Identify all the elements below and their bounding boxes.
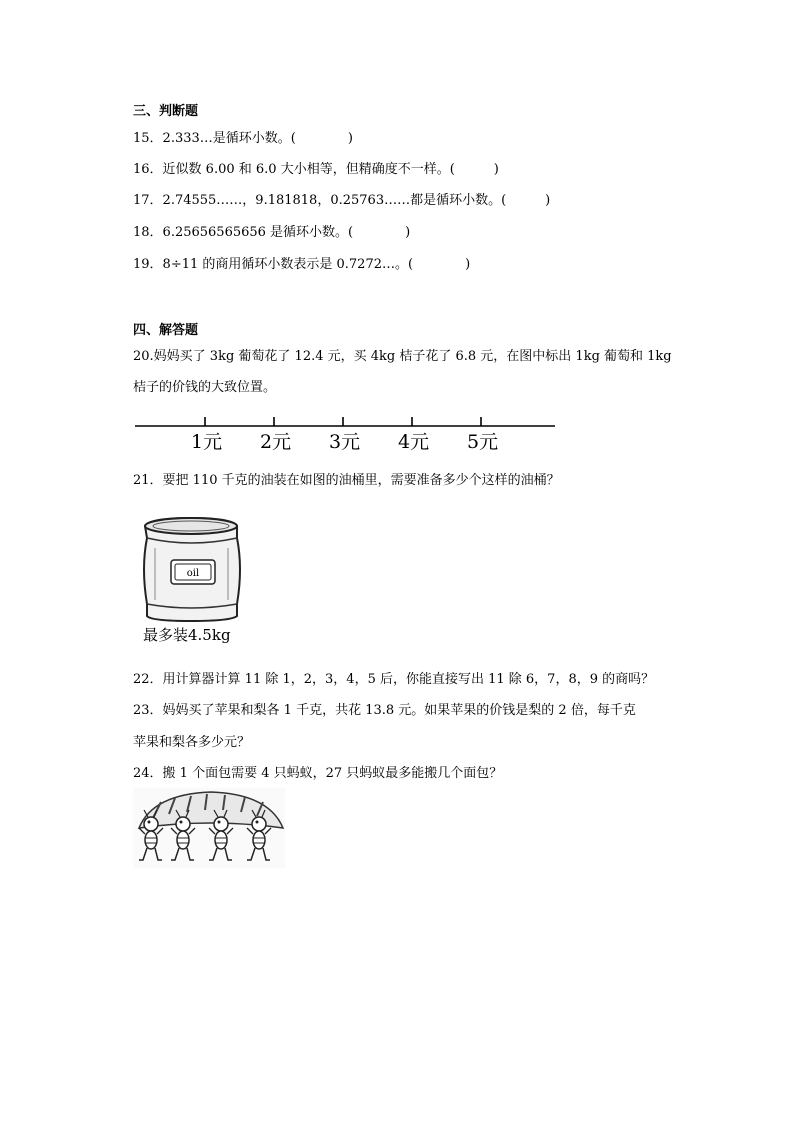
question-23-line-2: 苹果和梨各多少元？ [133, 735, 251, 750]
ants-carrying-bread-image [133, 788, 285, 868]
question-15: 15．2.333…是循环小数。( ) [133, 131, 353, 146]
question-22: 22．用计算器计算 11 除 1，2，3，4，5 后，你能直接写出 11 除 6，7，8，9 的商吗？ [133, 672, 655, 687]
number-line-tick-label: 1元 [191, 431, 223, 453]
barrel-capacity-caption: 最多装4.5kg [143, 626, 231, 644]
section-4-heading: 四、解答题 [133, 323, 199, 338]
section-3-heading: 三、判断题 [133, 104, 199, 119]
number-line-tick-label: 3元 [329, 431, 361, 453]
question-21: 21．要把 110 千克的油装在如图的油桶里，需要准备多少个这样的油桶？ [133, 473, 560, 488]
question-24: 24．搬 1 个面包需要 4 只蚂蚁，27 只蚂蚁最多能搬几个面包？ [133, 766, 503, 781]
number-line-tick-label: 2元 [260, 431, 292, 453]
question-18: 18．6.25656565656 是循环小数。( ) [133, 225, 411, 240]
number-line-tick-label: 4元 [398, 431, 430, 453]
question-19: 19．8÷11 的商用循环小数表示是 0.7272…。( ) [133, 257, 471, 272]
oil-barrel-image [133, 508, 248, 650]
question-23-line-1: 23．妈妈买了苹果和梨各 1 千克，共花 13.8 元。如果苹果的价钱是梨的 2 倍，每千克 [133, 703, 636, 718]
price-number-line [135, 412, 560, 454]
number-line-tick-label: 5元 [467, 431, 499, 453]
barrel-label: oil [186, 568, 200, 579]
question-16: 16．近似数 6.00 和 6.0 大小相等，但精确度不一样。( ) [133, 162, 499, 177]
question-20-line-2: 桔子的价钱的大致位置。 [133, 380, 277, 395]
question-17: 17．2.74555……，9.181818，0.25763……都是循环小数。( ) [133, 193, 551, 208]
question-20-line-1: 20.妈妈买了 3kg 葡萄花了 12.4 元，买 4kg 桔子花了 6.8 元，在图中标出 1kg 葡萄和 1kg [133, 349, 672, 364]
